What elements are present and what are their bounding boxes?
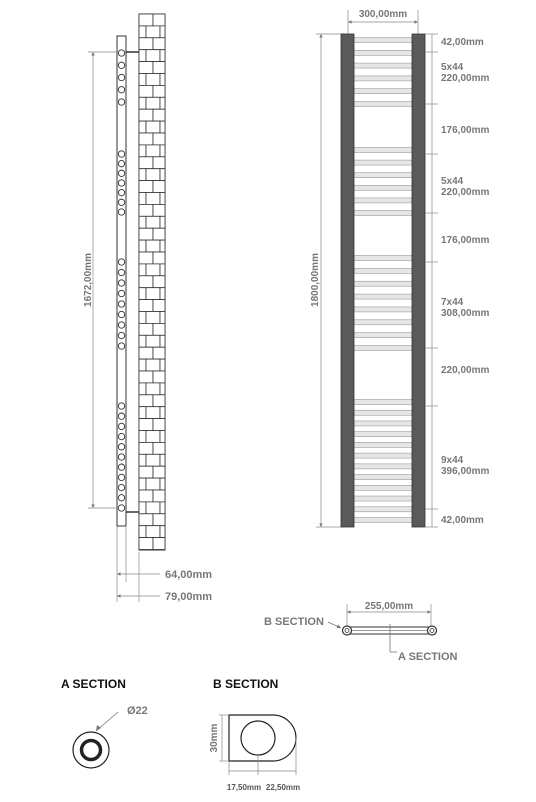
brick (139, 14, 153, 26)
tube-end (118, 322, 124, 328)
brick (139, 359, 146, 371)
tube-end (118, 180, 124, 186)
brick (139, 276, 153, 288)
tube-end (118, 484, 124, 490)
tube-end (118, 433, 124, 439)
brick (146, 312, 160, 324)
brick (160, 193, 165, 205)
tube-end (118, 464, 124, 470)
brick (146, 502, 160, 514)
brick (139, 442, 153, 454)
dim-176-a: 176,00mm (441, 125, 490, 136)
tube-end (118, 199, 124, 205)
section-b (209, 677, 300, 792)
depth2-label: 79,00mm (165, 591, 213, 603)
brick (139, 121, 146, 133)
brick (160, 240, 165, 252)
brick (139, 300, 153, 312)
dim-176-b: 176,00mm (441, 235, 490, 246)
brick (146, 478, 160, 490)
brick (139, 478, 146, 490)
section-a-title: A SECTION (61, 677, 126, 691)
brick (139, 454, 146, 466)
dim-7x44: 7x44 (441, 297, 464, 308)
left-rail (341, 34, 354, 527)
brick (139, 490, 153, 502)
section-b-height-label: 30mm (209, 723, 220, 753)
brick (153, 85, 165, 97)
horizontal-bar (354, 281, 412, 286)
brick (139, 252, 153, 264)
tube-end (118, 189, 124, 195)
brick (139, 514, 153, 526)
brick (160, 288, 165, 300)
brick (146, 335, 160, 347)
brick (160, 74, 165, 86)
brick (160, 121, 165, 133)
horizontal-bar (354, 185, 412, 190)
horizontal-bar (354, 475, 412, 480)
brick (139, 181, 153, 193)
brick (153, 538, 165, 550)
brick (139, 395, 153, 407)
tube-end (118, 160, 124, 166)
brick (139, 347, 153, 359)
top-width-label: 255,00mm (364, 601, 414, 612)
tube-end (118, 151, 124, 157)
brick (153, 62, 165, 74)
brick (160, 502, 165, 514)
brick (146, 193, 160, 205)
brick (153, 323, 165, 335)
dim-396: 396,00mm (441, 466, 490, 477)
brick (160, 26, 165, 38)
dim-308: 308,00mm (441, 308, 490, 319)
brick (146, 145, 160, 157)
brick (139, 288, 146, 300)
horizontal-bar (354, 76, 412, 81)
brick (139, 216, 146, 228)
dim-9x44: 9x44 (441, 455, 464, 466)
horizontal-bar (354, 320, 412, 325)
brick (153, 490, 165, 502)
horizontal-bar (354, 346, 412, 351)
horizontal-bar (354, 307, 412, 312)
brick (139, 466, 153, 478)
horizontal-bar (354, 148, 412, 153)
horizontal-bar (354, 89, 412, 94)
brick (139, 50, 146, 62)
b-section-callout: B SECTION (264, 616, 324, 628)
tube-end (118, 413, 124, 419)
horizontal-bar (354, 294, 412, 299)
brick (160, 454, 165, 466)
dim-5x44-b: 5x44 (441, 176, 464, 187)
horizontal-bar (354, 160, 412, 165)
brick (153, 419, 165, 431)
brick (139, 193, 146, 205)
section-a-inner-circle (82, 741, 101, 760)
brick (146, 169, 160, 181)
horizontal-bar (354, 464, 412, 469)
brick (139, 133, 153, 145)
brick (153, 204, 165, 216)
brick (160, 526, 165, 538)
brick (153, 228, 165, 240)
brick (160, 383, 165, 395)
section-b-title: B SECTION (213, 677, 279, 691)
brick (153, 371, 165, 383)
brick (139, 312, 146, 324)
brick (146, 383, 160, 395)
brick (153, 109, 165, 121)
tube-end (118, 495, 124, 501)
horizontal-bar (354, 268, 412, 273)
brick (160, 431, 165, 443)
brick (153, 252, 165, 264)
horizontal-bar (354, 333, 412, 338)
brick (139, 157, 153, 169)
brick (153, 157, 165, 169)
horizontal-bar (354, 453, 412, 458)
tube-end (118, 87, 124, 93)
brick (160, 312, 165, 324)
brick (153, 514, 165, 526)
brick (153, 466, 165, 478)
horizontal-bar (354, 442, 412, 447)
horizontal-bars (354, 38, 412, 523)
horizontal-bar (354, 38, 412, 43)
dim-42-top: 42,00mm (441, 37, 484, 48)
tube-end (118, 474, 124, 480)
brick (160, 478, 165, 490)
dim-220-a: 220,00mm (441, 73, 490, 84)
tube-end (118, 290, 124, 296)
tube-end (118, 311, 124, 317)
tube-end (118, 50, 124, 56)
brick (139, 264, 146, 276)
brick (153, 133, 165, 145)
brick (160, 216, 165, 228)
brick (139, 109, 153, 121)
tube-end (118, 259, 124, 265)
tube-end (118, 74, 124, 80)
horizontal-bar (354, 507, 412, 512)
horizontal-bar (354, 50, 412, 55)
depth1-label: 64,00mm (165, 569, 213, 581)
dim-42-bottom: 42,00mm (441, 515, 484, 526)
dim-5x44-a: 5x44 (441, 62, 464, 73)
brick (146, 26, 160, 38)
tube-end (118, 403, 124, 409)
tube-end (118, 99, 124, 105)
brick (139, 62, 153, 74)
brick (146, 288, 160, 300)
brick (146, 121, 160, 133)
tube-end (118, 423, 124, 429)
horizontal-bar (354, 198, 412, 203)
brick (153, 276, 165, 288)
horizontal-bar (354, 421, 412, 426)
brick (146, 216, 160, 228)
brick (139, 97, 146, 109)
tube-end (118, 209, 124, 215)
section-a (61, 677, 148, 768)
brick (139, 169, 146, 181)
brick (139, 204, 153, 216)
horizontal-bar (354, 211, 412, 216)
brick (153, 442, 165, 454)
brick (146, 50, 160, 62)
brick (139, 240, 146, 252)
brick (160, 97, 165, 109)
tube-end (118, 170, 124, 176)
brick (139, 335, 146, 347)
brick (146, 264, 160, 276)
brick (139, 407, 146, 419)
horizontal-bar (354, 432, 412, 437)
tube-end (118, 62, 124, 68)
brick (153, 181, 165, 193)
brick (146, 454, 160, 466)
tube-end (118, 269, 124, 275)
horizontal-bar (354, 102, 412, 107)
brick (160, 145, 165, 157)
brick (160, 264, 165, 276)
tube-end (118, 454, 124, 460)
dim-220-b: 220,00mm (441, 187, 490, 198)
brick (139, 419, 153, 431)
brick (139, 383, 146, 395)
top-view (264, 601, 458, 663)
right-rail (412, 34, 425, 527)
horizontal-bar (354, 400, 412, 405)
horizontal-bar (354, 63, 412, 68)
horizontal-bar (354, 173, 412, 178)
brick (153, 300, 165, 312)
brick (139, 526, 146, 538)
brick (146, 97, 160, 109)
front-width-label: 300,00mm (358, 9, 408, 20)
brick (139, 323, 153, 335)
dim-220-c: 220,00mm (441, 365, 490, 376)
tube-end (118, 280, 124, 286)
horizontal-bar (354, 256, 412, 261)
brick (146, 74, 160, 86)
brick (139, 538, 153, 550)
brick (146, 526, 160, 538)
brick (139, 26, 146, 38)
brick (139, 85, 153, 97)
front-height-label: 1800,00mm (310, 253, 321, 307)
brick (153, 14, 165, 26)
horizontal-bar (354, 496, 412, 501)
tube-end (118, 343, 124, 349)
section-b-width2-label: 22,50mm (265, 783, 301, 792)
brick (146, 240, 160, 252)
brick (153, 38, 165, 50)
brick (139, 502, 146, 514)
side-height-label: 1672,00mm (83, 253, 94, 307)
tube-end (118, 301, 124, 307)
brick (139, 145, 146, 157)
section-b-width1-label: 17,50mm (226, 783, 262, 792)
horizontal-bar (354, 518, 412, 523)
brick (160, 50, 165, 62)
brick (139, 38, 153, 50)
brick (146, 431, 160, 443)
brick (139, 228, 153, 240)
section-b-inner-circle (241, 721, 275, 755)
brick-wall (139, 14, 165, 550)
tube-end (118, 505, 124, 511)
brick (160, 359, 165, 371)
brick (160, 335, 165, 347)
brick (146, 359, 160, 371)
brick (139, 74, 146, 86)
brick (153, 395, 165, 407)
side-view (83, 14, 212, 603)
front-view (310, 9, 489, 527)
brick (139, 431, 146, 443)
tube-end (118, 332, 124, 338)
brick (139, 371, 153, 383)
horizontal-bar (354, 485, 412, 490)
horizontal-bar (354, 410, 412, 415)
tube-end (118, 444, 124, 450)
brick (160, 407, 165, 419)
brick (160, 169, 165, 181)
section-a-diameter-label: Ø22 (127, 705, 148, 717)
brick (146, 407, 160, 419)
brick (153, 347, 165, 359)
a-section-callout: A SECTION (398, 651, 458, 663)
